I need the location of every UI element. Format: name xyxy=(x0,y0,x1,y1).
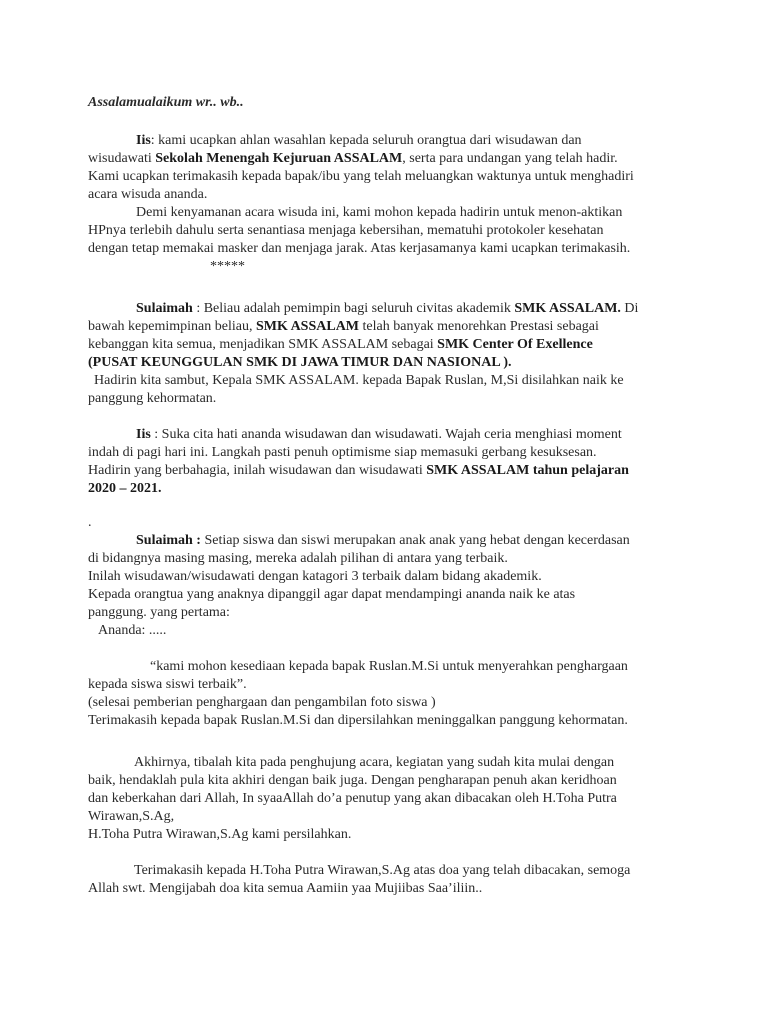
text-line: Terimakasih kepada bapak Ruslan.M.Si dan dipersilahkan meninggalkan panggung kehormatan. xyxy=(88,713,628,728)
text-line: (selesai pemberian penghargaan dan pengambilan foto siswa ) xyxy=(88,695,436,710)
paragraph-award xyxy=(88,658,688,730)
text-line: Akhirnya, tibalah kita pada penghujung acara, kegiatan yang sudah kita mulai dengan xyxy=(134,755,615,770)
school-name: Sekolah Menengah Kejuruan ASSALAM xyxy=(155,151,403,166)
text-line: panggung. yang pertama: xyxy=(88,605,230,620)
school-year: SMK ASSALAM tahun pelajaran xyxy=(426,463,629,478)
school-name: SMK ASSALAM. xyxy=(514,301,621,316)
text-line: Ananda: ..... xyxy=(98,623,167,638)
text-line: Di xyxy=(620,301,639,316)
text-line: wisudawati xyxy=(88,151,156,166)
text-line: Hadirin kita sambut, Kepala SMK ASSALAM. kepada Bapak Ruslan, M,Si disilahkan naik ke xyxy=(94,373,624,388)
speaker-name: Sulaimah : xyxy=(136,533,201,548)
text-line: H.Toha Putra Wirawan,S.Ag kami persilahkan. xyxy=(88,827,352,842)
paragraph-iis-welcome xyxy=(88,132,688,276)
text-line: kebanggan kita semua, menjadikan SMK ASSALAM sebagai xyxy=(88,337,438,352)
greeting: Assalamualaikum wr.. wb.. xyxy=(88,95,244,110)
text-line: : Beliau adalah pemimpin bagi seluruh civitas akademik xyxy=(192,301,515,316)
separator-stars: ***** xyxy=(210,259,245,274)
text-line: baik, hendaklah pula kita akhiri dengan baik juga. Dengan pengharapan penuh akan keridhoan xyxy=(88,773,617,788)
document-page xyxy=(88,94,688,898)
speaker-name: Sulaimah xyxy=(136,301,193,316)
text-line: Demi kenyamanan acara wisuda ini, kami mohon kepada hadirin untuk menon-aktikan xyxy=(136,205,623,220)
text-line: Setiap siswa dan siswi merupakan anak anak yang hebat dengan kecerdasan xyxy=(200,533,630,548)
text-line: HPnya terlebih dahulu serta senantiasa menjaga kebersihan, mematuhi protokoler kesehatan xyxy=(88,223,604,238)
text-line: dan keberkahan dari Allah, In syaaAllah do’a penutup yang akan dibacakan oleh H.Toha Putra xyxy=(88,791,617,806)
paragraph-sulaimah-principal xyxy=(88,300,688,408)
text-line: Kami ucapkan terimakasih kepada bapak/ibu yang telah meluangkan waktunya untuk menghadiri xyxy=(88,169,634,184)
text-line: Terimakasih kepada H.Toha Putra Wirawan,S.Ag atas doa yang telah dibacakan, semoga xyxy=(134,863,631,878)
center-of-excellence-subtitle: (PUSAT KEUNGGULAN SMK DI JAWA TIMUR DAN NASIONAL ). xyxy=(88,355,512,370)
paragraph-thanks xyxy=(88,862,688,898)
stray-dot: . xyxy=(88,515,92,530)
paragraph-iis-graduates xyxy=(88,426,688,498)
text-line: Wirawan,S.Ag, xyxy=(88,809,175,824)
text-line: Inilah wisudawan/wisudawati dengan katagori 3 terbaik dalam bidang akademik. xyxy=(88,569,542,584)
center-of-excellence: SMK Center Of Exellence xyxy=(437,337,593,352)
paragraph-closing-prayer xyxy=(88,754,688,844)
text-line: : Suka cita hati ananda wisudawan dan wisudawati. Wajah ceria menghiasi moment xyxy=(150,427,622,442)
text-line: bawah kepemimpinan beliau, xyxy=(88,319,256,334)
text-line: Kepada orangtua yang anaknya dipanggil agar dapat mendampingi ananda naik ke atas xyxy=(88,587,576,602)
text-line: Allah swt. Mengijabah doa kita semua Aamiin yaa Mujiibas Saa’iliin.. xyxy=(88,881,483,896)
text-line: di bidangnya masing masing, mereka adalah pilihan di antara yang terbaik. xyxy=(88,551,508,566)
text-line: Hadirin yang berbahagia, inilah wisudawan dan wisudawati xyxy=(88,463,427,478)
school-year-range: 2020 – 2021. xyxy=(88,481,162,496)
speaker-name: Iis xyxy=(136,427,151,442)
text-line: kepada siswa siswi terbaik”. xyxy=(88,677,247,692)
text-line: acara wisuda ananda. xyxy=(88,187,208,202)
text-line: dengan tetap memakai masker dan menjaga jarak. Atas kerjasamanya kami ucapkan terimakasih. xyxy=(88,241,631,256)
text-line: panggung kehormatan. xyxy=(88,391,217,406)
text-line: “kami mohon kesediaan kepada bapak Ruslan.M.Si untuk menyerahkan penghargaan xyxy=(150,659,628,674)
text-line: , serta para undangan yang telah hadir. xyxy=(402,151,618,166)
paragraph-sulaimah-top-students xyxy=(88,532,688,640)
text-line: telah banyak menorehkan Prestasi sebagai xyxy=(359,319,599,334)
speaker-name: Iis xyxy=(136,133,151,148)
text-line: : kami ucapkan ahlan wasahlan kepada seluruh orangtua dari wisudawan dan xyxy=(150,133,582,148)
text-line: indah di pagi hari ini. Langkah pasti penuh optimisme siap memasuki gerbang kesuksesan. xyxy=(88,445,597,460)
school-name: SMK ASSALAM xyxy=(255,319,360,334)
